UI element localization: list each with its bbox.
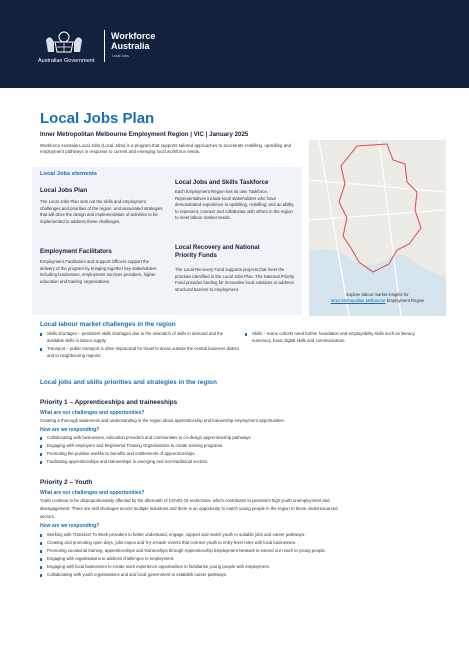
strategy-text: Collaborating with youth organisations and and local government to establish career pathways. (47, 572, 228, 577)
priority2-challenges-line: Youth continue to be disproportionately affected by the aftermath of COVID-19 restrictions, which contributes to persistent high youth unemployment and (40, 498, 330, 503)
elements-heading: Local Jobs elements (40, 171, 98, 177)
priority1-respond-question: How are we responding? (40, 427, 100, 433)
brand-title-line2: Australia (111, 41, 150, 51)
plan-title: Local Jobs Plan (40, 187, 88, 194)
bullet-icon (40, 558, 42, 560)
strategy-text: Working with Transition To Work providers to better understand, engage, support and match youth to suitable jobs and career pathways. (47, 532, 306, 537)
brand-subtitle: Local Jobs (112, 54, 129, 58)
facilitators-title: Employment Facilitators (40, 248, 112, 255)
recovery-text: The Local Recovery Fund supports projects that meet the priorities identified in the Local Jobs Plan. The National Priority Fund provides funding for innovative local solutions to address structural barriers to employment. (175, 267, 295, 292)
priority1-strategy (40, 451, 435, 458)
region-insights-link[interactable]: Inner Metropolitan Melbourne (330, 298, 386, 304)
recovery-title-line1: Local Recovery and National (175, 244, 260, 251)
challenge-text: Transport – public transport is often impractical for travel to areas outside the central business district and to neighbouring regions. (47, 346, 239, 358)
priority2-strategy (40, 540, 435, 547)
intro-paragraph: Workforce Australia Local Jobs (Local Jobs) is a program that supports tailored approaches to accelerate reskilling, upskilling and employment pathways in response to current and emerging local workforce needs. (40, 143, 292, 155)
challenge-item (40, 346, 240, 359)
priority2-respond-question: How are we responding? (40, 523, 100, 529)
priority1-strategy (40, 435, 435, 442)
strategy-text: Promoting the positive workforce benefits and entitlements of apprenticeships. (47, 451, 196, 456)
challenge-item (40, 331, 240, 344)
strategy-text: Creating and promoting open days, jobs expos and 'try-a-trade' events that connect youth to entry-level roles with local businesses. (47, 540, 297, 545)
map-caption-line2 (309, 298, 446, 304)
bullet-icon (40, 333, 42, 335)
strategy-text: Collaborating with businesses, education providers and communities to co-design apprenticeship pathways. (47, 435, 252, 440)
strategy-text: Engaging with local businesses to create work experience opportunities to familiarise young people with employment. (47, 564, 270, 569)
map-caption (309, 292, 446, 305)
priority2-strategy (40, 564, 435, 571)
bullet-icon (40, 348, 42, 350)
priority2-strategy (40, 556, 435, 563)
region-map (309, 140, 446, 316)
recovery-title (175, 244, 260, 260)
brand-title-line1: Workforce (111, 31, 156, 41)
strategy-text: Engaging with organisations to address challenges to employment. (47, 556, 175, 561)
brand-title (111, 31, 155, 51)
priority1-strategy (40, 443, 435, 450)
bullet-icon (40, 437, 42, 439)
priorities-heading: Local jobs and skills priorities and strategies in the region (40, 379, 217, 386)
bullet-icon (245, 333, 247, 335)
plan-text: The Local Jobs Plan sets out the skills and employment challenges and priorities of the region, and associated strategies that will drive the design and implementation of activities to be implemented to address these challenges. (40, 199, 163, 224)
bullet-icon (40, 453, 42, 455)
recovery-title-line2: Priority Funds (175, 252, 217, 259)
bullet-icon (40, 550, 42, 552)
priority2-title: Priority 2 – Youth (40, 479, 93, 486)
priority1-challenges-question: What are our challenges and opportunities? (40, 410, 145, 416)
priority1-strategy (40, 459, 435, 466)
strategy-text: Promoting vocational training, apprenticeships and traineeships through Apprenticeship Employment Network to extend our reach to young people. (47, 548, 326, 553)
facilitators-text: Employment Facilitators and Support Officers support the delivery of the program by bringing together key stakeholders including businesses, employment services providers, higher education and training organisations. (40, 259, 157, 284)
priority2-strategy (40, 532, 435, 539)
priority1-challenges-text: Creating a thorough awareness and understanding in the region about apprenticeship and traineeship employment opportunities. (40, 418, 285, 423)
priority2-strategy (40, 548, 435, 555)
coat-of-arms-icon (40, 28, 88, 56)
challenge-item (245, 331, 435, 344)
bullet-icon (40, 445, 42, 447)
gov-label: Australian Government (38, 58, 95, 64)
priority2-strategy (40, 572, 435, 579)
priority2-challenges-question: What are our challenges and opportunities? (40, 490, 145, 496)
bullet-icon (40, 461, 42, 463)
priority2-challenges-line: disengagement. There are skill shortages across multiple industries and there is an opportunity to match young people in the region to these underresourced (40, 506, 338, 511)
header-divider (104, 30, 105, 62)
challenges-heading: Local labour market challenges in the region (40, 321, 176, 328)
challenge-text: Skills shortages – persistent skills shortages due to the mismatch of skills in demand and the available skills in labour supply. (47, 331, 224, 343)
bullet-icon (40, 566, 42, 568)
strategy-text: Facilitating apprenticeships and traineeships in emerging and non-traditional sectors. (47, 459, 209, 464)
bullet-icon (40, 542, 42, 544)
page-title: Local Jobs Plan (40, 110, 155, 127)
bullet-icon (40, 574, 42, 576)
challenge-text: Skills – Some cohorts need further foundation and employability skills such as literacy, numeracy, basic digital skills and communication. (252, 331, 416, 343)
map-caption-suffix: Employment Region (385, 298, 425, 304)
taskforce-text: Each Employment Region has its own Taskforce. Representatives include local stakeholders who have demonstrated experience in upskilling, reskilling, and an ability to represent, connect and collaborate with others in the region to meet labour market needs. (175, 189, 294, 221)
region-subtitle: Inner Metropolitan Melbourne Employment Region | VIC | January 2025 (40, 131, 249, 138)
map-caption-line1: Explore labour market insights for (346, 292, 409, 297)
page-header (0, 0, 469, 88)
bullet-icon (40, 534, 42, 536)
strategy-text: Engaging with employers and Registered Training Organisations to create training programs. (47, 443, 224, 448)
priority2-challenges-line: sectors. (40, 514, 56, 519)
region-map-graphic (309, 140, 446, 316)
taskforce-title: Local Jobs and Skills Taskforce (175, 179, 269, 186)
priority1-title: Priority 1 – Apprenticeships and traineeships (40, 399, 178, 406)
